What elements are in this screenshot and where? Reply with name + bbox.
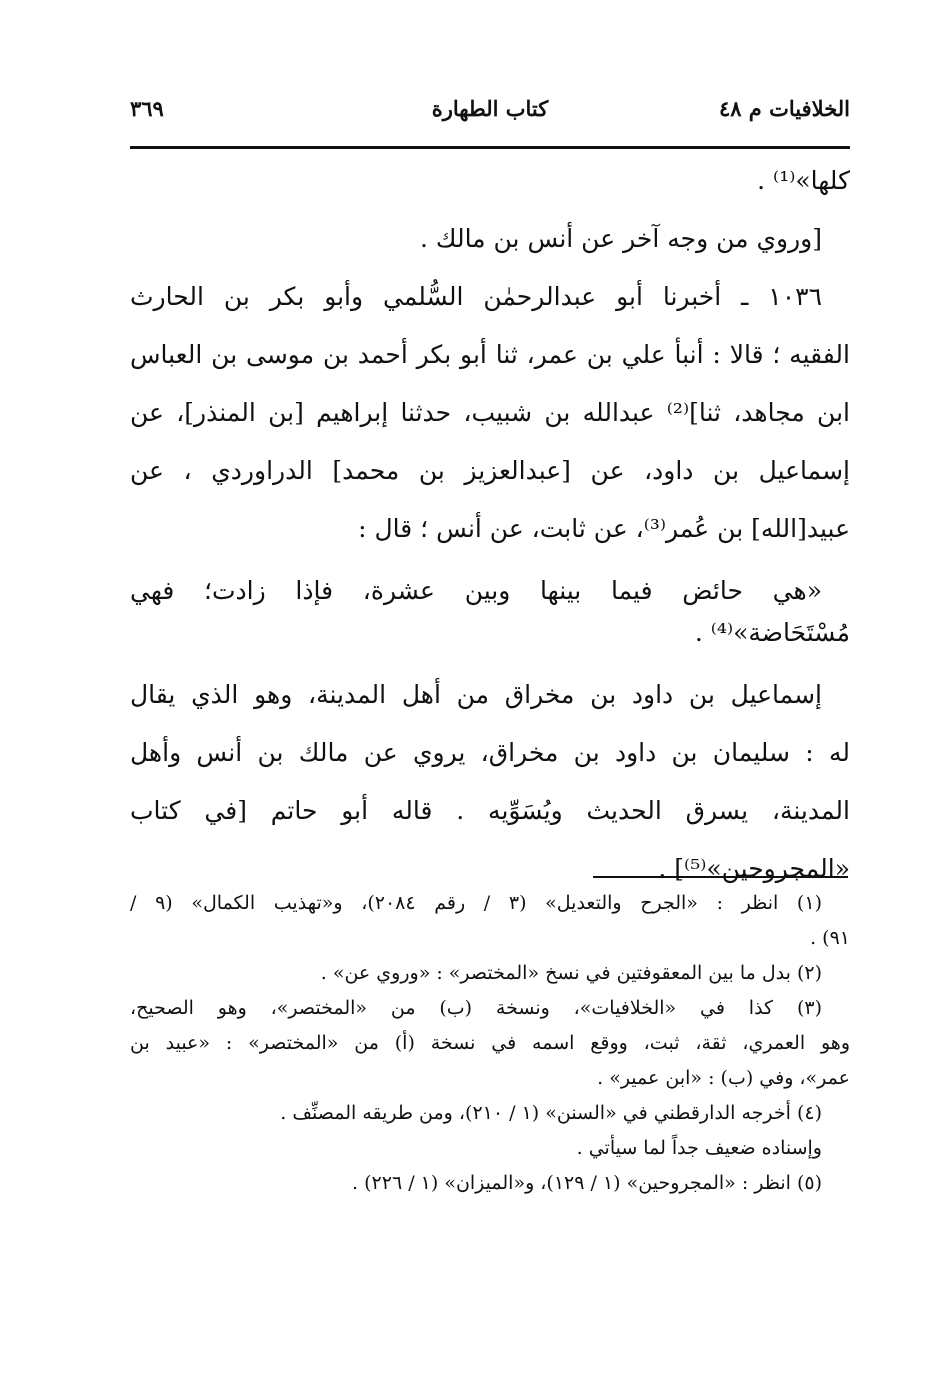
hadith-text-line: «هي حائض فيما بينها وبين عشرة، فإذا زادت؛ فهي — [130, 576, 822, 605]
footnotes — [130, 886, 850, 1201]
hadith-number-line: ١٠٣٦ ـ أخبرنا أبو عبدالرحمٰن السُّلمي وأبو بكر بن الحارث — [130, 282, 822, 311]
page-header — [130, 96, 850, 136]
running-title: الخلافيات م ٤٨ — [718, 96, 850, 121]
footnote-line: (٤) أخرجه الدارقطني في «السنن» (١ / ٢١٠)، ومن طريقه المصنِّف . — [280, 1102, 822, 1124]
text-line: عبيد[الله] بن عُمر⁽³⁾، عن ثابت، عن أنس ؛ قال : — [358, 514, 850, 543]
text-line: كلها»⁽¹⁾ . — [757, 166, 850, 195]
footnote-line: (٥) انظر : «المجروحين» (١ / ١٢٩)، و«الميزان» (١ / ٢٢٦) . — [352, 1172, 822, 1194]
commentary-line: المدينة، يسرق الحديث ويُسَوِّيه . قاله أبو حاتم [في كتاب — [130, 796, 850, 825]
footnote-line: عمر»، وفي (ب) : «ابن عمير» . — [597, 1067, 850, 1089]
footnote-line: (٢) بدل ما بين المعقوفتين في نسخ «المختصر» : «وروي عن» . — [320, 962, 822, 984]
footnote-line: (١) انظر : «الجرح والتعديل» (٣ / رقم ٢٠٨٤)، و«تهذيب الكمال» (٩ / — [130, 892, 822, 914]
commentary-line: له : سليمان بن داود بن مخراق، يروي عن مالك بن أنس وأهل — [130, 738, 850, 767]
page-number: ٣٦٩ — [130, 96, 164, 121]
footnote-line: وهو العمري، ثقة، ثبت، ووقع اسمه في نسخة (أ) من «المختصر» : «عبيد بن — [130, 1032, 850, 1054]
commentary-line: «المجروحين»⁽⁵⁾] . — [658, 854, 850, 883]
text-line: الفقيه ؛ قالا : أنبأ علي بن عمر، ثنا أبو بكر أحمد بن موسى بن العباس — [130, 340, 850, 369]
footnote-line: (٣) كذا في «الخلافيات»، ونسخة (ب) من «المختصر»، وهو الصحيح، — [130, 997, 822, 1019]
text-line: [وروي من وجه آخر عن أنس بن مالك . — [419, 224, 822, 253]
commentary-line: إسماعيل بن داود بن مخراق من أهل المدينة، وهو الذي يقال — [130, 680, 822, 709]
footnote-divider — [593, 876, 848, 878]
text-line: ابن مجاهد، ثنا]⁽²⁾ عبدالله بن شبيب، حدثنا إبراهيم [بن المنذر]، عن — [130, 398, 850, 427]
main-text — [130, 160, 850, 890]
footnote-line: ٩١) . — [810, 927, 850, 949]
footnote-line: وإسناده ضعيف جداً لما سيأتي . — [576, 1137, 822, 1159]
hadith-text-line: مُسْتَحَاضة»⁽⁴⁾ . — [694, 618, 850, 647]
text-line: إسماعيل بن داود، عن [عبدالعزيز بن محمد] الدراوردي ، عن — [130, 456, 850, 485]
header-rule — [130, 146, 850, 149]
chapter-title: كتاب الطهارة — [431, 96, 549, 121]
